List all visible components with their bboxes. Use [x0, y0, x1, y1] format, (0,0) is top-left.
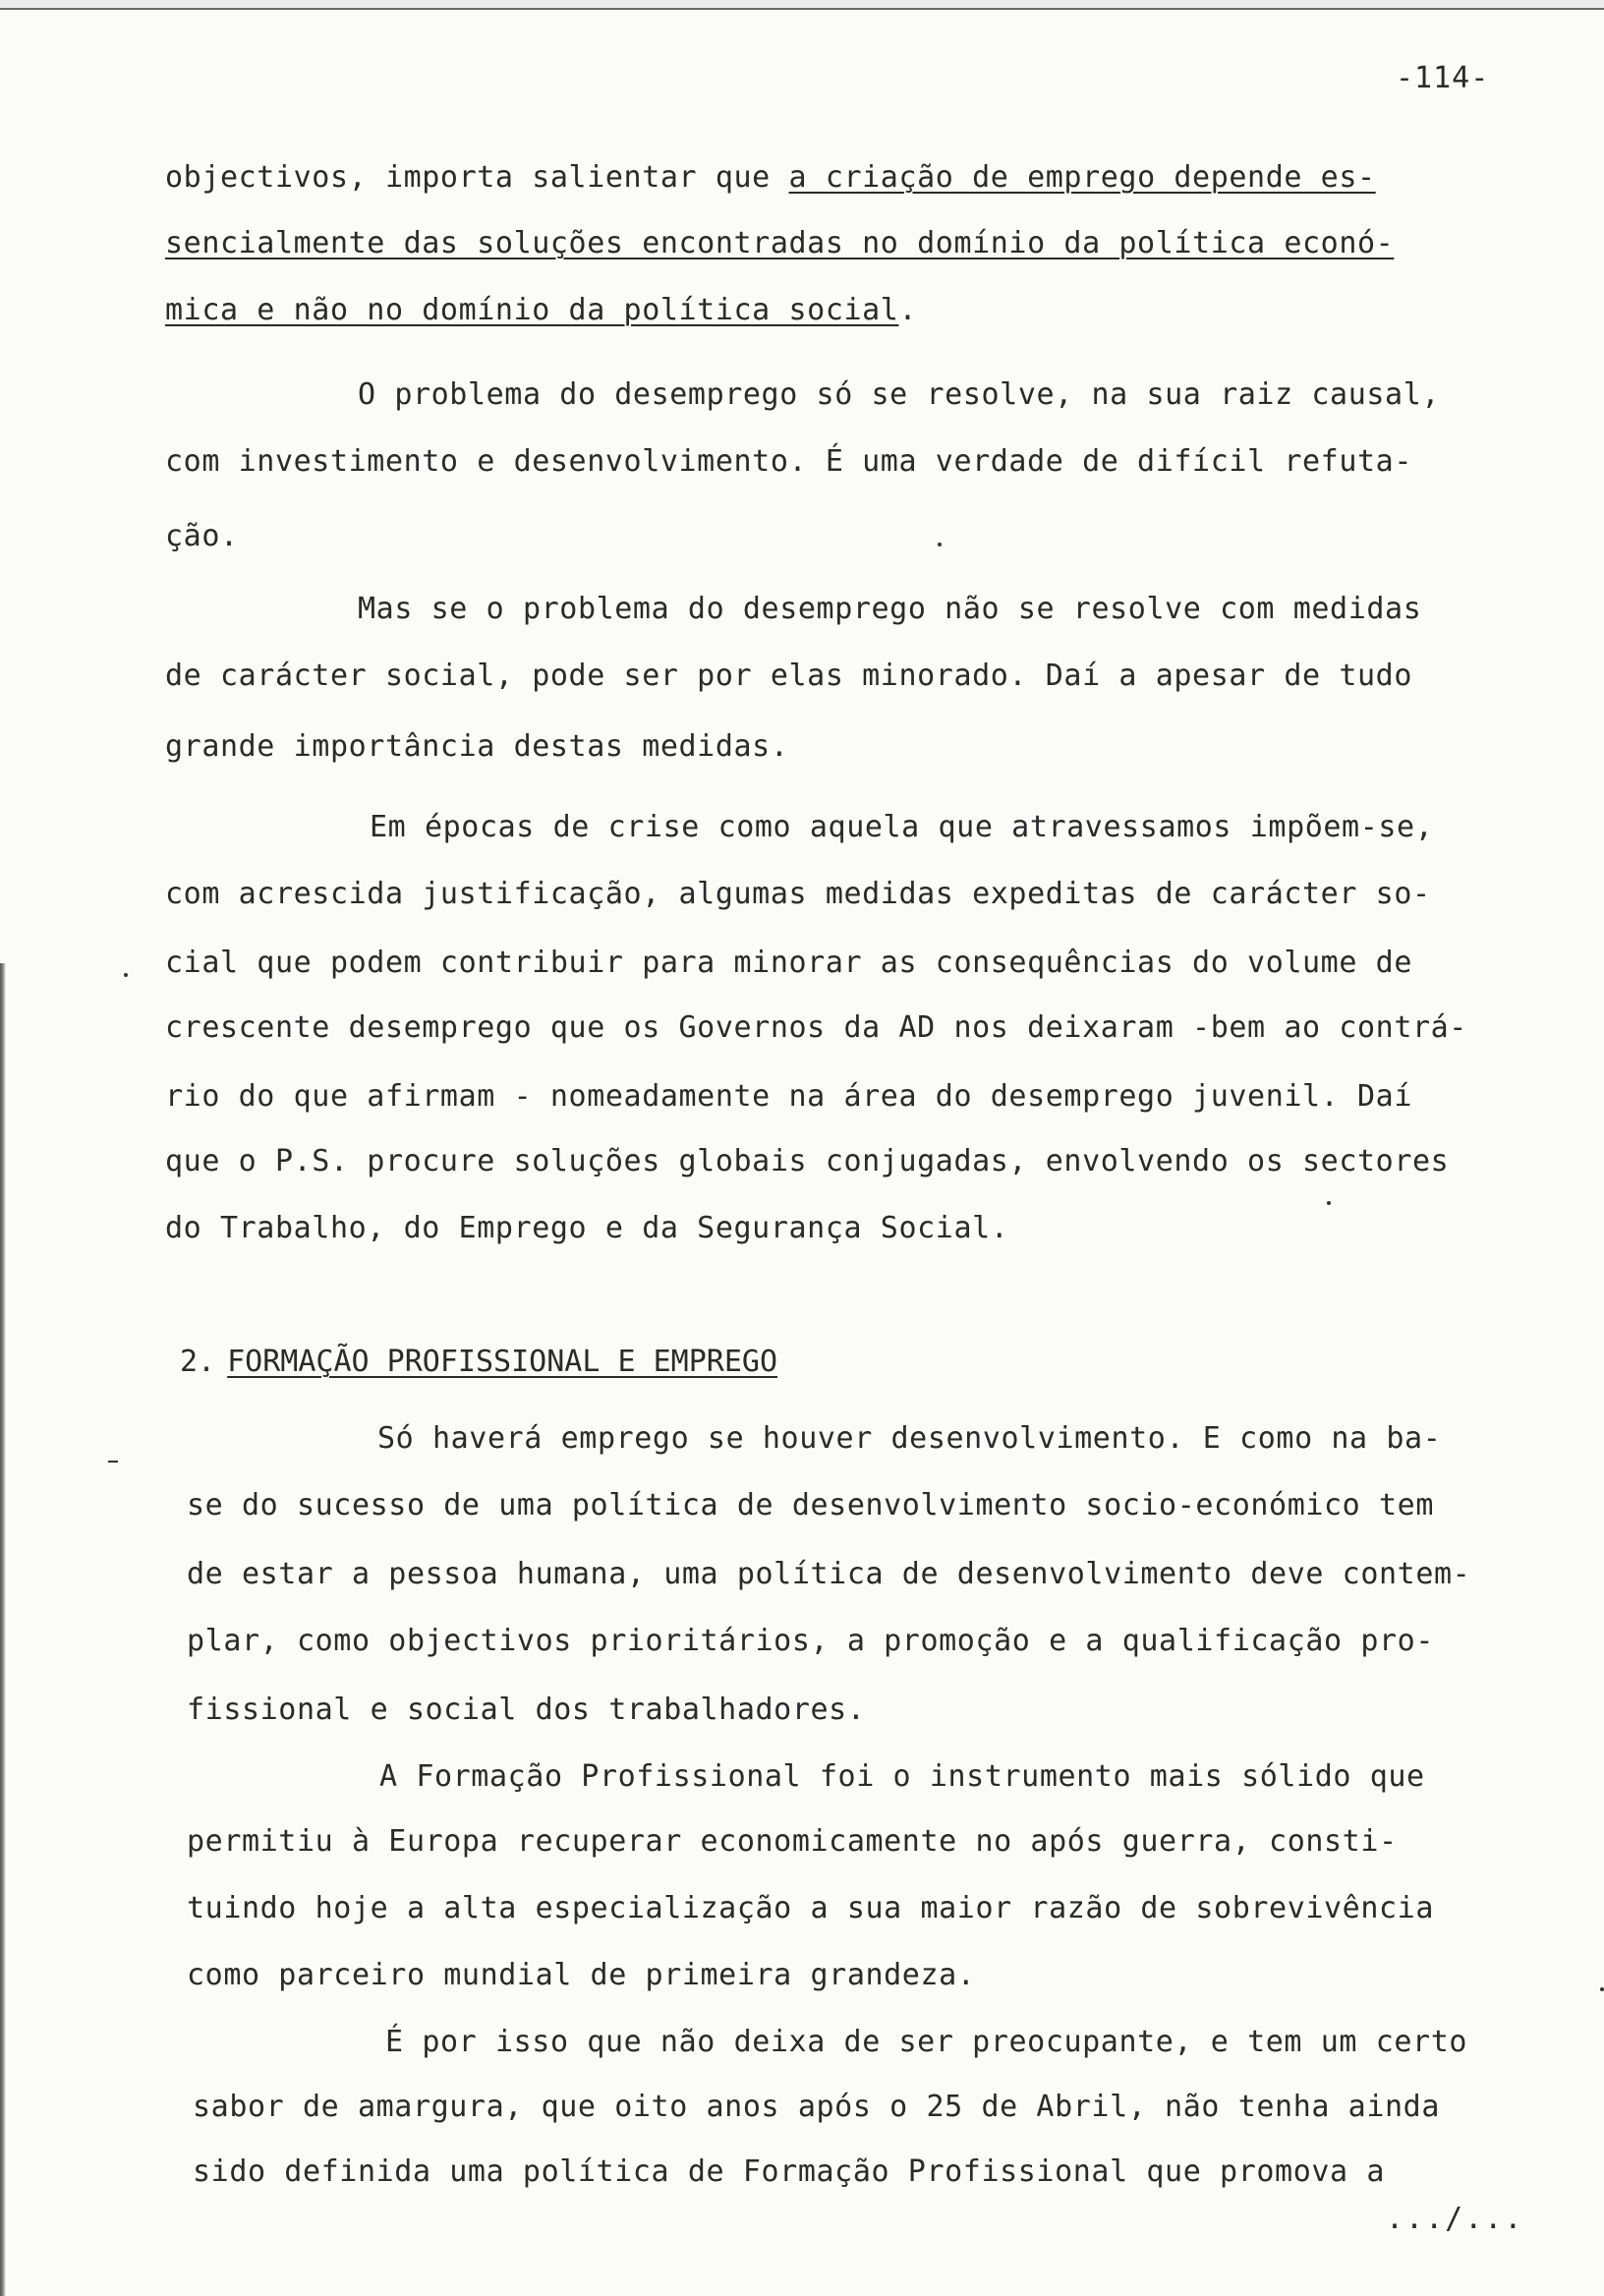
text-line: rio do que afirmam - nomeadamente na área do desemprego juvenil. Daí: [165, 1079, 1412, 1114]
text-line: de estar a pessoa humana, uma política de desenvolvimento deve contem-: [187, 1557, 1471, 1591]
text-line: objectivos, importa salientar que a criação de emprego depende es-: [165, 160, 1376, 195]
text-line: com investimento e desenvolvimento. É uma verdade de difícil refuta-: [165, 444, 1412, 479]
text-line: sabor de amargura, que oito anos após o 25 de Abril, não tenha ainda: [193, 2090, 1440, 2124]
text-line: plar, como objectivos prioritários, a promoção e a qualificação pro-: [187, 1624, 1434, 1658]
text-line: de carácter social, pode ser por elas minorado. Daí a apesar de tudo: [165, 659, 1412, 693]
continuation-marker: .../...: [1386, 2202, 1524, 2236]
scan-speck: [1327, 1201, 1331, 1205]
text-line: como parceiro mundial de primeira grandeza.: [187, 1958, 976, 1992]
page-number: -114-: [1396, 61, 1490, 95]
section-heading: [180, 1345, 777, 1380]
text-line: permitiu à Europa recuperar economicamente no após guerra, consti-: [187, 1824, 1398, 1859]
scan-speck: [124, 973, 128, 977]
scan-speck: [938, 543, 942, 546]
section-number: 2.: [180, 1345, 216, 1379]
text-line: Em épocas de crise como aquela que atravessamos impõem-se,: [370, 810, 1434, 844]
text-line: Mas se o problema do desemprego não se resolve com medidas: [358, 592, 1422, 626]
text-line: crescente desemprego que os Governos da AD nos deixaram -bem ao contrá-: [165, 1010, 1467, 1045]
text-line: ção.: [165, 519, 239, 553]
text-line: cial que podem contribuir para minorar as consequências do volume de: [165, 946, 1412, 980]
text-line: se do sucesso de uma política de desenvolvimento socio-económico tem: [187, 1488, 1434, 1522]
text-line: grande importância destas medidas.: [165, 729, 789, 764]
page-left-edge: [0, 963, 6, 2296]
text-line: sido definida uma política de Formação Profissional que promova a: [193, 2154, 1385, 2189]
text-line: tuindo hoje a alta especialização a sua maior razão de sobrevivência: [187, 1891, 1434, 1925]
section-title: FORMAÇÃO PROFISSIONAL E EMPREGO: [227, 1345, 778, 1379]
text-line: do Trabalho, do Emprego e da Segurança Social.: [165, 1211, 1009, 1245]
text-line: sencialmente das soluções encontradas no domínio da política econó-: [165, 226, 1395, 260]
text-line: que o P.S. procure soluções globais conjugadas, envolvendo os sectores: [165, 1144, 1450, 1178]
text-line: O problema do desemprego só se resolve, na sua raiz causal,: [358, 377, 1441, 412]
text-line: fissional e social dos trabalhadores.: [187, 1693, 866, 1727]
scan-dash: [108, 1461, 118, 1463]
text-line: A Formação Profissional foi o instrumento mais sólido que: [379, 1759, 1425, 1794]
text-line: mica e não no domínio da política social.: [165, 293, 918, 327]
text-line: com acrescida justificação, algumas medidas expeditas de carácter so-: [165, 877, 1431, 911]
scan-speck: [1600, 1987, 1604, 1991]
text-line: Só haverá emprego se houver desenvolvimento. E como na ba-: [377, 1421, 1442, 1456]
text-line: É por isso que não deixa de ser preocupante, e tem um certo: [385, 2025, 1468, 2059]
page-top-edge: [0, 0, 1604, 10]
